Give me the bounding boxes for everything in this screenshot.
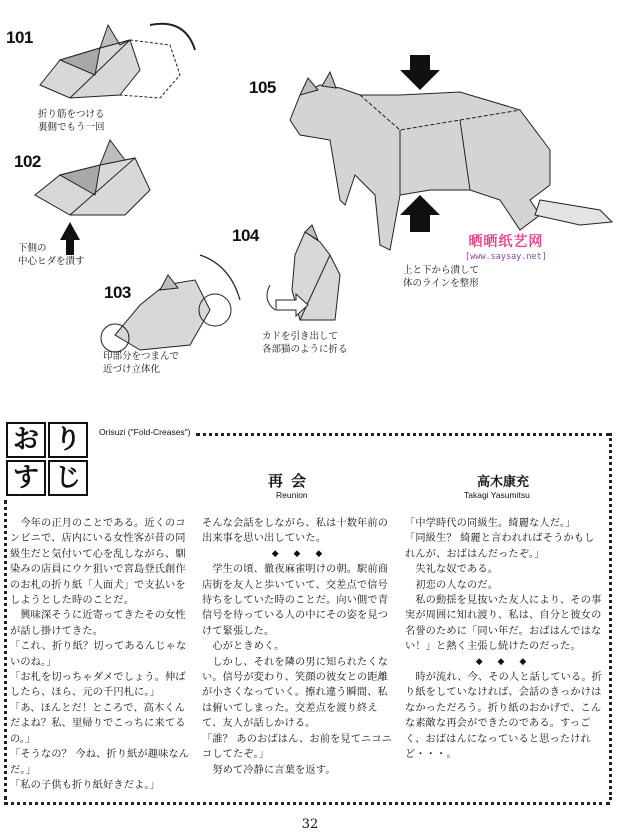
step-caption-103: 印部分をつまんで 近づけ立体化 bbox=[103, 351, 180, 375]
step-caption-102: 下側の 中心ヒダを潰す bbox=[18, 243, 85, 267]
paragraph: 「あ、ほんとだ！ところで、高木くんだよね？私、里帰りでこっちに来てるの。」 bbox=[10, 702, 186, 745]
author-name-en: Takagi Yasumitsu bbox=[464, 490, 530, 500]
paragraph: 「お札を切っちゃダメでしょう。伸ばしたら、ほら、元の千円札に。」 bbox=[10, 672, 186, 699]
author-name: 高木康充 bbox=[477, 475, 530, 490]
step-104-figure bbox=[267, 225, 340, 320]
logo-char-1: お bbox=[6, 422, 46, 458]
paragraph: そんな会話をしながら、私は十数年前の出来事を思い出していた。 bbox=[202, 518, 389, 545]
step-105-figure bbox=[290, 55, 612, 250]
paragraph: 「私の子供も折り紙好きだよ。」 bbox=[10, 779, 160, 791]
step-103-figure bbox=[101, 255, 240, 352]
logo-char-3: す bbox=[6, 460, 46, 496]
paragraph: しかし、それを隣の男に知られたくない。信号が変わり、笑顔の彼女との距離が小さくなっていく。擦れ違う瞬間、私は俯いてしまった。交差点を渡り終えて、友人が話しかける。 bbox=[202, 656, 389, 730]
section-separator: ◆ ◆ ◆ bbox=[271, 548, 329, 559]
paragraph: 努めて冷静に言葉を返す。 bbox=[202, 764, 336, 776]
border-bottom bbox=[4, 802, 610, 805]
series-name: Orisuzi ("Fold-Creases") bbox=[99, 427, 191, 437]
column-text-1 bbox=[10, 516, 193, 793]
article-title: 再会 bbox=[268, 472, 315, 490]
step-number-103: 103 bbox=[104, 283, 131, 302]
step-number-101: 101 bbox=[6, 28, 33, 47]
border-top bbox=[196, 433, 610, 436]
paragraph: 心がときめく。 bbox=[202, 641, 285, 653]
site-watermark bbox=[465, 231, 547, 262]
section-separator: ◆ ◆ ◆ bbox=[475, 656, 533, 667]
step-number-104: 104 bbox=[232, 226, 259, 245]
column-text-2 bbox=[202, 516, 398, 778]
logo-char-4: じ bbox=[48, 460, 88, 496]
paragraph: 時が流れ、今、その人と話している。折り紙をしていなければ、会話のきっかけはなかっただろう。折り紙のおかげで、こんな素敵な再会ができたのである。すっごく、おばはんになっていると思ったけれど・・・。 bbox=[405, 672, 603, 761]
border-right bbox=[609, 433, 612, 800]
paragraph: 「そうなの？ 今ね、折り紙が趣味なんだ。」 bbox=[10, 749, 190, 776]
logo-char-2: り bbox=[48, 422, 88, 458]
step-number-105: 105 bbox=[249, 78, 276, 97]
step-101-figure bbox=[40, 24, 195, 98]
watermark-url: [www.saysay.net] bbox=[465, 252, 547, 262]
article-title-en: Reunion bbox=[276, 490, 308, 500]
step-102-figure bbox=[35, 140, 150, 255]
orisuji-logo bbox=[6, 420, 94, 500]
watermark-title: 晒晒纸艺网 bbox=[468, 234, 544, 250]
paragraph: 失礼な奴である。 bbox=[405, 564, 499, 576]
paragraph: 今年の正月のことである。近くのコンビニで、店内にいる女性客が昔の同級生だと気付いて心を乱しながら、馴染みの店員にウケ狙いで宮島登氏創作のお札の折り紙「人面犬」で支払いをしようとした時のことだ。 bbox=[10, 518, 186, 607]
paragraph: 「中学時代の同級生。綺麗な人だ。」 bbox=[405, 518, 576, 529]
paragraph: 「これ、折り紙？切ってあるんじゃないのね。」 bbox=[10, 641, 187, 668]
paragraph: 私の動揺を見抜いた友人により、その事実が周囲に知れ渡り、私は、自分と彼女の名誉のために「同い年だ。おばはんではない！」と熱く主張し続けたのだった。 bbox=[405, 595, 602, 653]
border-left bbox=[4, 500, 7, 800]
step-caption-105: 上と下から潰して 体のラインを整形 bbox=[403, 265, 480, 289]
paragraph: 初恋の人なのだ。 bbox=[405, 579, 499, 591]
step-caption-104: カドを引き出して 各部猫のように折る bbox=[262, 331, 348, 355]
step-number-102: 102 bbox=[14, 152, 41, 171]
paragraph: 「同級生？ 綺麗と言われればそうかもしれんが、おばはんだったぞ。」 bbox=[405, 533, 595, 560]
column-text-3 bbox=[405, 516, 603, 763]
paragraph: 学生の頃、徹夜麻雀明けの朝。駅前商店街を友人と歩いていて、交差点で信号待ちをしていた時のことだ。向い側で青信号を待っている人の中にその姿を見つけて緊張した。 bbox=[202, 564, 389, 637]
paragraph: 興味深そうに近寄ってきたその女性が話し掛けてきた。 bbox=[10, 610, 186, 637]
step-caption-101: 折り筋をつける 裏側でもう一回 bbox=[38, 109, 105, 133]
paragraph: 「誰？ あのおばはん、お前を見てニコニコしてたぞ。」 bbox=[202, 733, 393, 761]
page-number: 32 bbox=[301, 817, 319, 832]
